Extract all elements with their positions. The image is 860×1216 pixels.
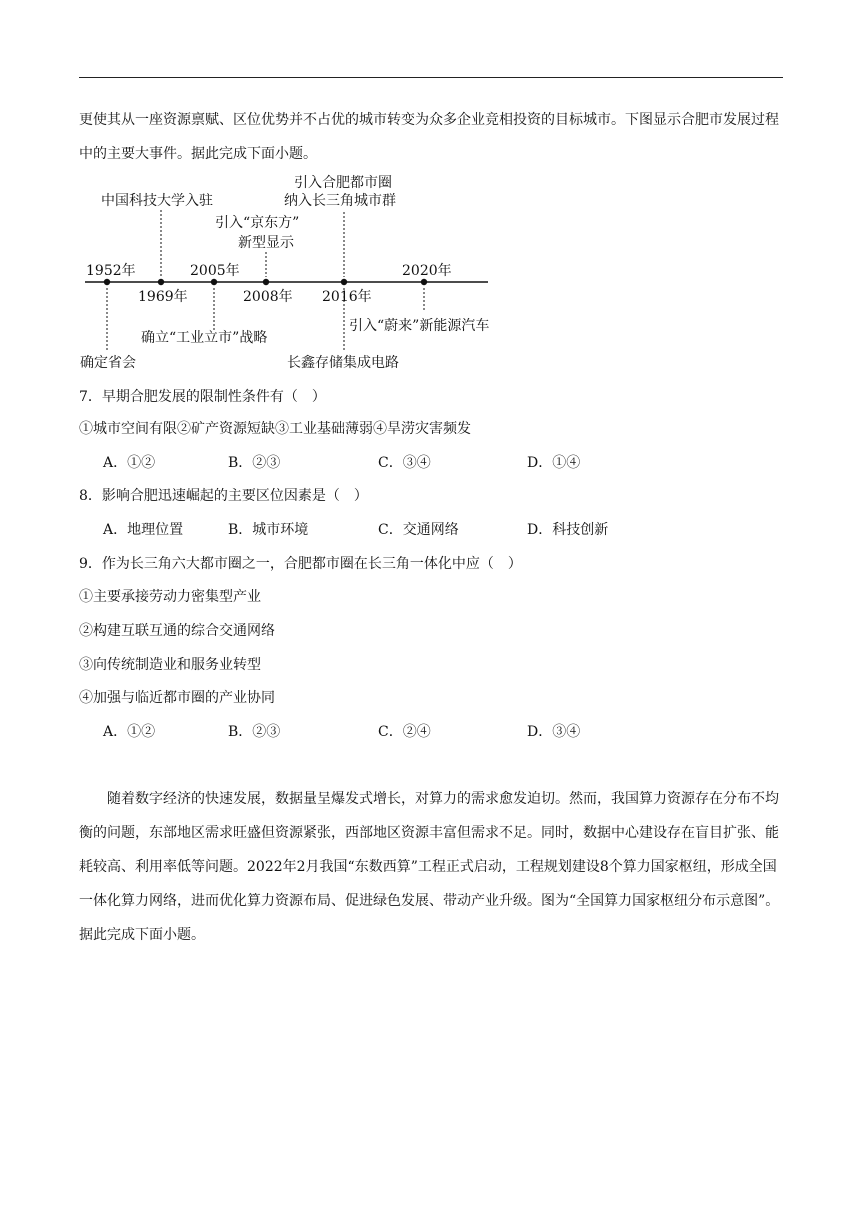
q9-statement-2: ②构建互联互通的综合交通网络 [79, 623, 275, 639]
q7-option-d[interactable]: D．①④ [527, 455, 581, 471]
event-2008-line2: 新型显示 [238, 235, 294, 251]
q9-option-a[interactable]: A．①② [103, 724, 156, 740]
intro-paragraph: 更使其从一座资源禀赋、区位优势并不占优的城市转变为众多企业竞相投资的目标城市。下图显示合肥市发展过程中的主要大事件。据此完成下面小题。 [79, 112, 779, 162]
event-2020: 引入“蔚来”新能源汽车 [349, 318, 490, 334]
q7-statements: ①城市空间有限②矿产资源短缺③工业基础薄弱④旱涝灾害频发 [79, 421, 471, 437]
q8-option-a[interactable]: A．地理位置 [103, 522, 184, 538]
passage-2: 随着数字经济的快速发展，数据量呈爆发式增长，对算力的需求愈发迫切。然而，我国算力资源存在分布不均衡的问题，东部地区需求旺盛但资源紧张，西部地区资源丰富但需求不足。同时，数据中心建设存在盲目扩张、能耗较高、利用率低等问题。2022年2月我国“东数西算”工程正式启动，工程规划建设8个算力国家枢纽，形成全国一体化算力网络，进而优化算力资源布局、促进绿色发展、带动产业升级。图为“全国算力国家枢纽分布示意图”。据此完成下面小题。 [79, 791, 780, 943]
q8-option-d[interactable]: D．科技创新 [527, 522, 609, 538]
q7-option-c[interactable]: C．③④ [378, 455, 431, 471]
event-2005: 确立“工业立市”战略 [141, 330, 268, 346]
event-2016-up-line2: 纳入长三角城市群 [284, 193, 396, 209]
event-1969: 中国科技大学入驻 [101, 193, 213, 209]
q9-option-c[interactable]: C．②④ [378, 724, 431, 740]
event-2016-down: 长鑫存储集成电路 [287, 355, 399, 371]
q8-option-b[interactable]: B．城市环境 [228, 522, 309, 538]
q7-option-b[interactable]: B．②③ [228, 455, 281, 471]
q8-option-c[interactable]: C．交通网络 [378, 522, 459, 538]
q9-option-d[interactable]: D．③④ [527, 724, 581, 740]
q9-stem: 9．作为长三角六大都市圈之一，合肥都市圈在长三角一体化中应（ ） [79, 556, 522, 572]
dot-1969 [158, 279, 164, 285]
q9-option-b[interactable]: B．②③ [228, 724, 281, 740]
year-2005: 2005年 [190, 263, 240, 279]
event-2008-line1: 引入“京东方” [215, 215, 300, 231]
year-2008: 2008年 [243, 289, 293, 305]
dot-2016 [341, 279, 347, 285]
year-2016: 2016年 [322, 289, 372, 305]
year-2020: 2020年 [402, 263, 452, 279]
q8-stem: 8．影响合肥迅速崛起的主要区位因素是（ ） [79, 488, 368, 504]
q9-statement-3: ③向传统制造业和服务业转型 [79, 657, 261, 673]
q7-stem: 7．早期合肥发展的限制性条件有（ ） [79, 389, 326, 405]
year-1969: 1969年 [138, 289, 188, 305]
q9-statement-4: ④加强与临近都市圈的产业协同 [79, 690, 275, 706]
q9-statement-1: ①主要承接劳动力密集型产业 [79, 589, 261, 605]
q7-option-a[interactable]: A．①② [103, 455, 156, 471]
event-2016-up-line1: 引入合肥都市圈 [294, 175, 392, 191]
dot-2008 [263, 279, 269, 285]
event-1952: 确定省会 [80, 355, 136, 371]
year-1952: 1952年 [86, 263, 136, 279]
